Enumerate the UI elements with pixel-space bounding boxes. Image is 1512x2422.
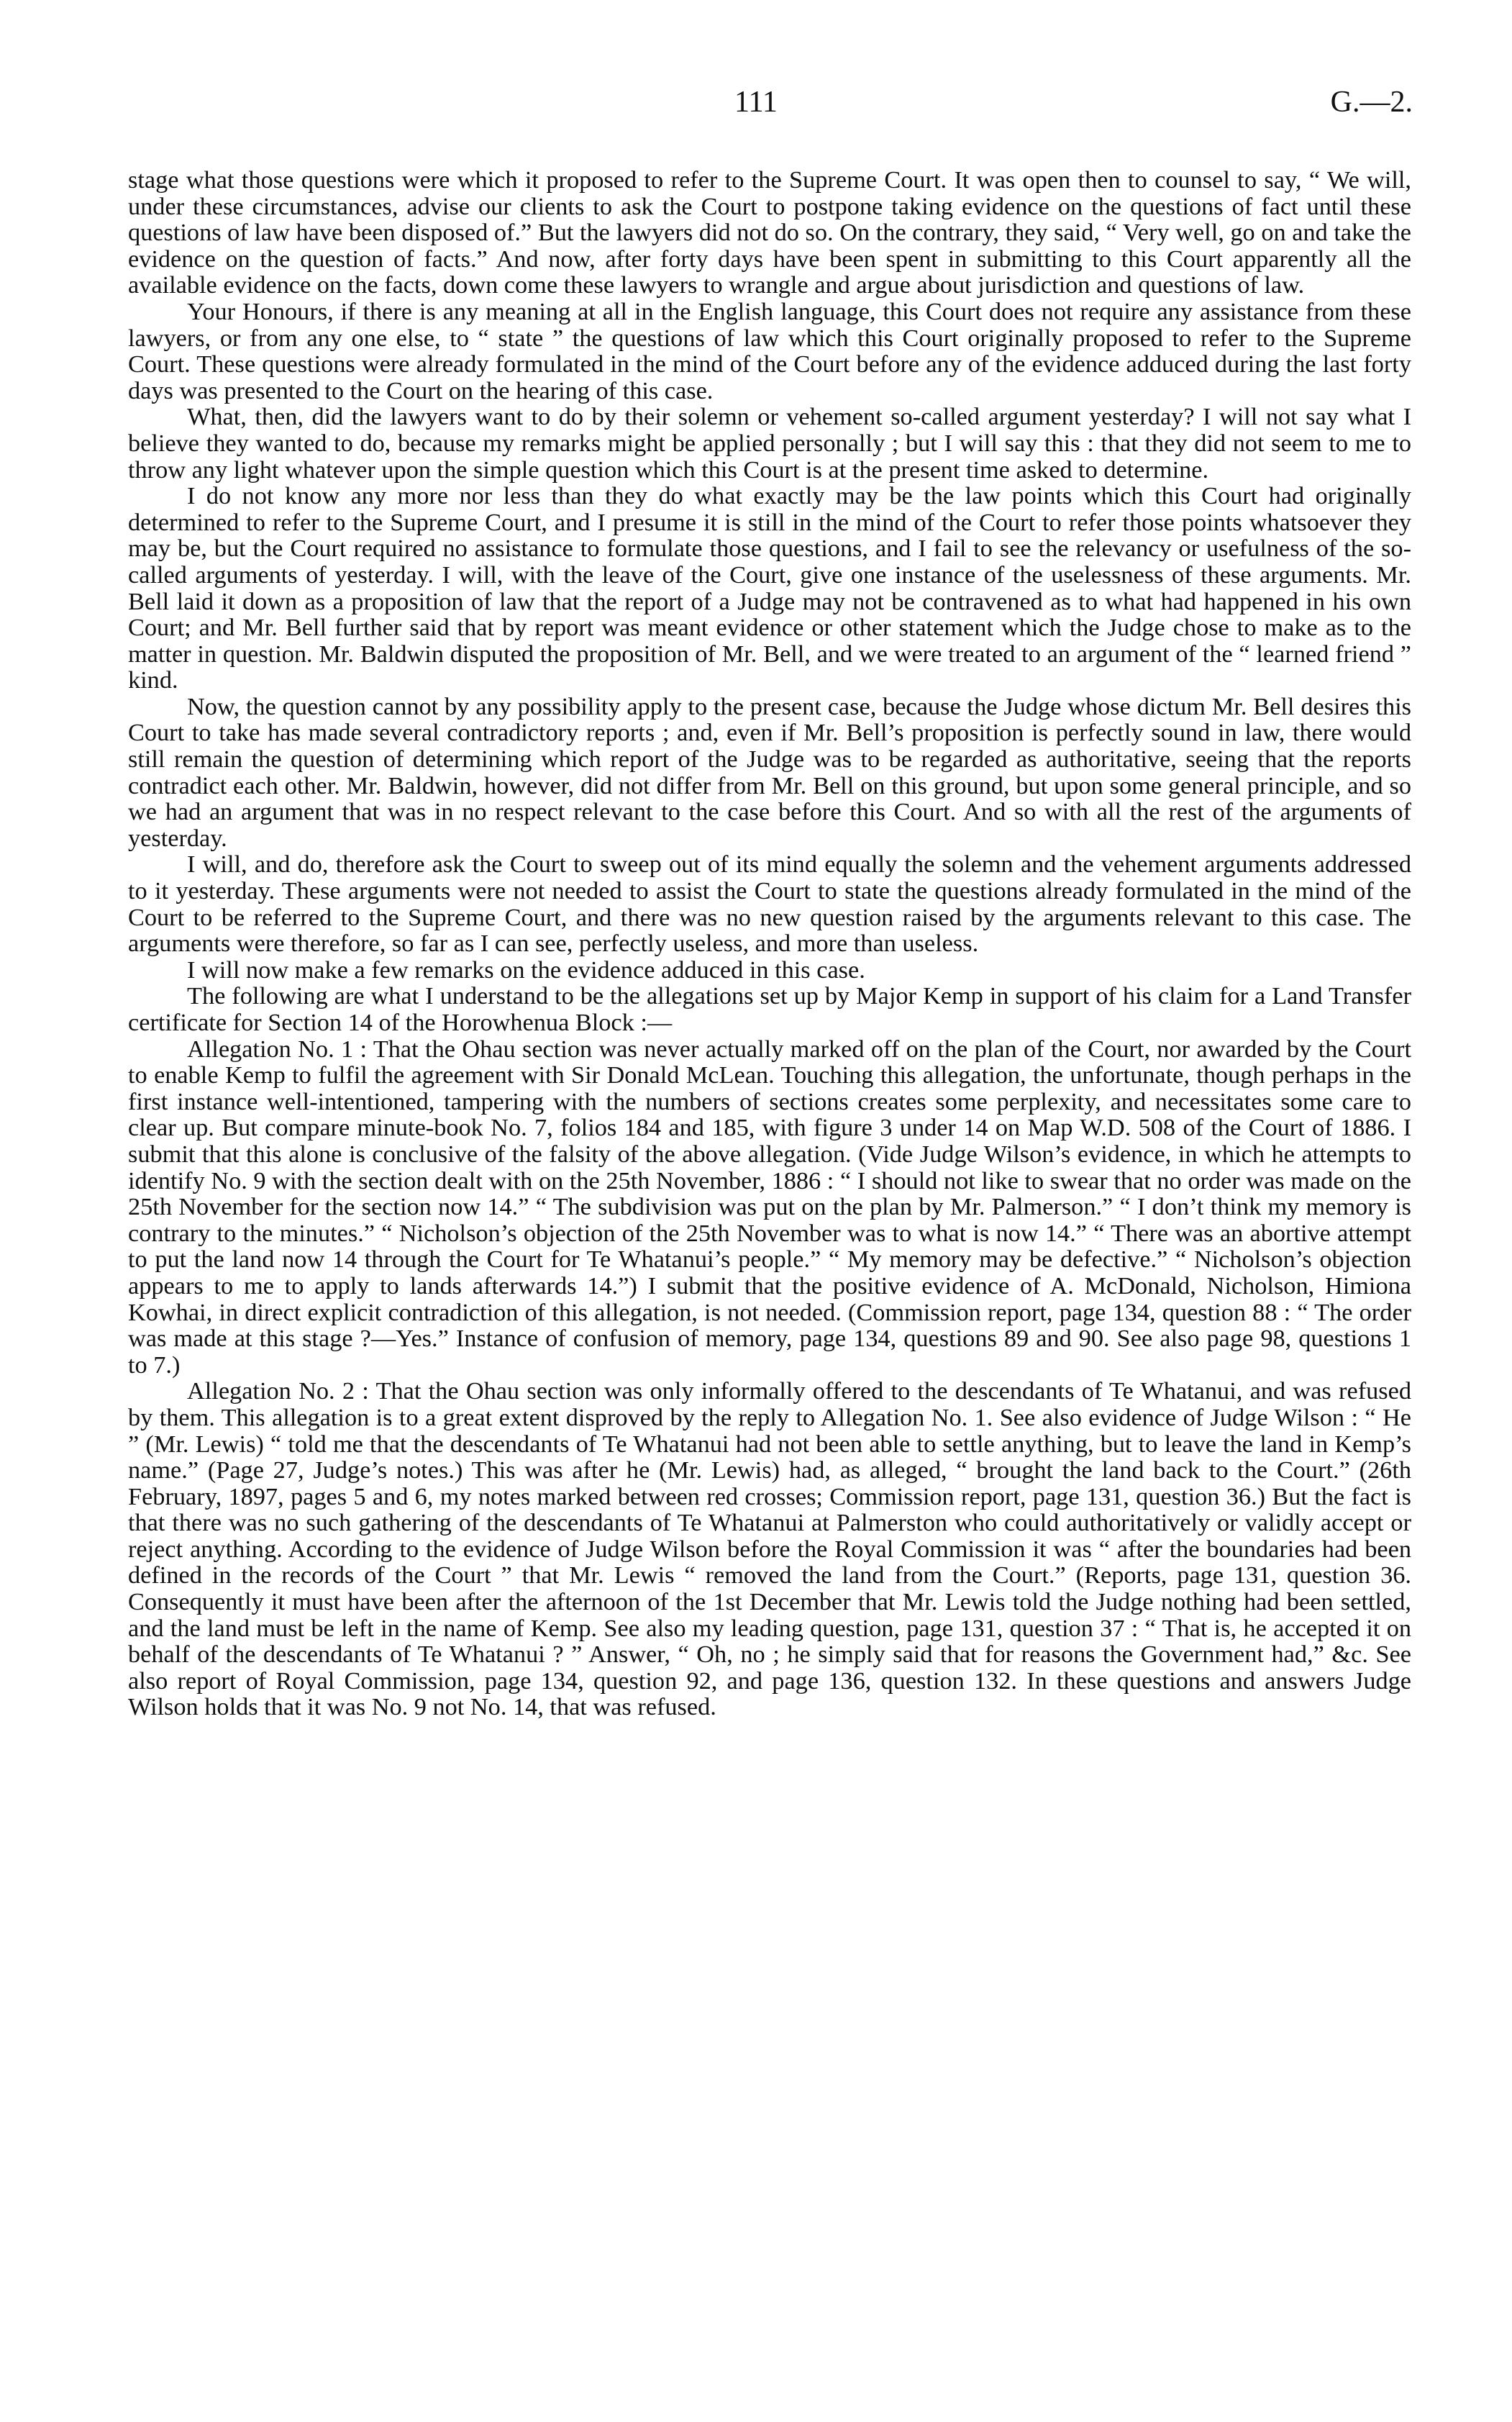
paragraph: What, then, did the lawyers want to do by their solemn or vehement so-called argument yesterday? I will not say what I believe they wanted to do, because my remarks might be applied personally ; but I will say this : that they did not seem to me to throw any light whatever upon the simple question which this Court is at the present time asked to determine. xyxy=(128,403,1411,484)
paragraph: I will, and do, therefore ask the Court to sweep out of its mind equally the solemn and the vehement arguments addressed to it yesterday. These arguments were not needed to assist the Court to state the questions already formulated in the mind of the Court to be referred to the Supreme Court, and there was no new question raised by the arguments relevant to this case. The arguments were therefore, so far as I can see, perfectly useless, and more than useless. xyxy=(128,851,1411,958)
paragraph-allegation-2: Allegation No. 2 : That the Ohau section was only informally offered to the descendants of Te Whatanui, and was refused by them. This allegation is to a great extent disproved by the reply to Allegation No. 1. See also evidence of Judge Wilson : “ He ” (Mr. Lewis) “ told me that the descendants of Te Whatanui had not been able to settle anything, but to leave the land in Kemp’s name.” (Page 27, Judge’s notes.) This was after he (Mr. Lewis) had, as alleged, “ brought the land back to the Court.” (26th February, 1897, pages 5 and 6, my notes marked between red crosses; Commission report, page 131, question 36.) But the fact is that there was no such gathering of the descendants of Te Whatanui at Palmerston who could authoritatively or validly accept or reject anything. According to the evidence of Judge Wilson before the Royal Commission it was “ after the boundaries had been defined in the records of the Court ” that Mr. Lewis “ removed the land from the Court.” (Reports, page 131, question 36. Consequently it must have been after the afternoon of the 1st December that Mr. Lewis told the Judge nothing had been settled, and the land must be left in the name of Kemp. See also my leading question, page 131, question 37 : “ That is, he accepted it on behalf of the descendants of Te Whatanui ? ” Answer, “ Oh, no ; he simply said that for reasons the Government had,” &c. See also report of Royal Commission, page 134, question 92, and page 136, question 132. In these questions and answers Judge Wilson holds that it was No. 9 not No. 14, that was refused. xyxy=(128,1377,1411,1721)
paragraph: Your Honours, if there is any meaning at all in the English language, this Court does not require any assistance from these lawyers, or from any one else, to “ state ” the questions of law which this Court originally proposed to refer to the Supreme Court. These questions were already formulated in the mind of the Court before any of the evidence adduced during the last forty days was presented to the Court on the hearing of this case. xyxy=(128,297,1411,404)
paragraph-allegation-1: Allegation No. 1 : That the Ohau section was never actually marked off on the plan of the Court, nor awarded by the Court to enable Kemp to fulfil the agreement with Sir Donald McLean. Touching this allegation, the unfortunate, though perhaps in the first instance well-intentioned, tampering with the numbers of sections creates some perplexity, and necessitates some care to clear up. But compare minute-book No. 7, folios 184 and 185, with figure 3 under 14 on Map W.D. 508 of the Court of 1886. I submit that this alone is conclusive of the falsity of the above allegation. (Vide Judge Wilson’s evidence, in which he attempts to identify No. 9 with the section dealt with on the 25th November, 1886 : “ I should not like to swear that no order was made on the 25th November for the section now 14.” “ The subdivision was put on the plan by Mr. Palmerson.” “ I don’t think my memory is contrary to the minutes.” “ Nicholson’s objection of the 25th November was to what is now 14.” “ There was an abortive attempt to put the land now 14 through the Court for Te Whatanui’s people.” “ My memory may be defective.” “ Nicholson’s objection appears to me to apply to lands afterwards 14.”) I submit that the positive evidence of A. McDonald, Nicholson, Himiona Kowhai, in direct explicit contradiction of this allegation, is not needed. (Commission report, page 134, question 88 : “ The order was made at this stage ?—Yes.” Instance of confusion of memory, page 134, questions 89 and 90. See also page 98, questions 1 to 7.) xyxy=(128,1035,1411,1379)
paragraph: I do not know any more nor less than they do what exactly may be the law points which this Court had originally determined to refer to the Supreme Court, and I presume it is still in the mind of the Court to refer those points whatsoever they may be, but the Court required no assistance to formulate those questions, and I fail to see the relevancy or usefulness of the so-called arguments of yesterday. I will, with the leave of the Court, give one instance of the uselessness of these arguments. Mr. Bell laid it down as a proposition of law that the report of a Judge may not be contravened as to what had happened in his own Court; and Mr. Bell further said that by report was meant evidence or other statement which the Judge chose to make as to the matter in question. Mr. Baldwin disputed the proposition of Mr. Bell, and we were treated to an argument of the “ learned friend ” kind. xyxy=(128,482,1411,694)
paragraph: I will now make a few remarks on the evidence adduced in this case. xyxy=(187,956,865,984)
document-reference: G.—2. xyxy=(1330,86,1413,119)
paragraph-continuation: stage what those questions were which it proposed to refer to the Supreme Court. It was open then to counsel to say, “ We will, under these circumstances, advise our clients to ask the Court to postpone taking evidence on the questions of fact until these questions of law have been disposed of.” But the lawyers did not do so. On the contrary, they said, “ Very well, go on and take the evidence on the question of facts.” And now, after forty days have been spent in submitting to this Court apparently all the available evidence on the facts, down come these lawyers to wrangle and argue about jurisdiction and questions of law. xyxy=(128,166,1411,299)
page-header xyxy=(0,85,1512,128)
paragraph: Now, the question cannot by any possibility apply to the present case, because the Judge whose dictum Mr. Bell desires this Court to take has made several contradictory reports ; and, even if Mr. Bell’s proposition is perfectly sound in law, there would still remain the question of determining which report of the Judge was to be regarded as authoritative, seeing that the reports contradict each other. Mr. Baldwin, however, did not differ from Mr. Bell on this ground, but upon some general principle, and so we had an argument that was in no respect relevant to the case before this Court. And so with all the rest of the arguments of yesterday. xyxy=(128,692,1411,852)
page-number: 111 xyxy=(734,86,778,119)
paragraph: The following are what I understand to be the allegations set up by Major Kemp in support of his claim for a Land Transfer certificate for Section 14 of the Horowhenua Block :— xyxy=(128,982,1411,1036)
body-text xyxy=(128,167,1411,1720)
